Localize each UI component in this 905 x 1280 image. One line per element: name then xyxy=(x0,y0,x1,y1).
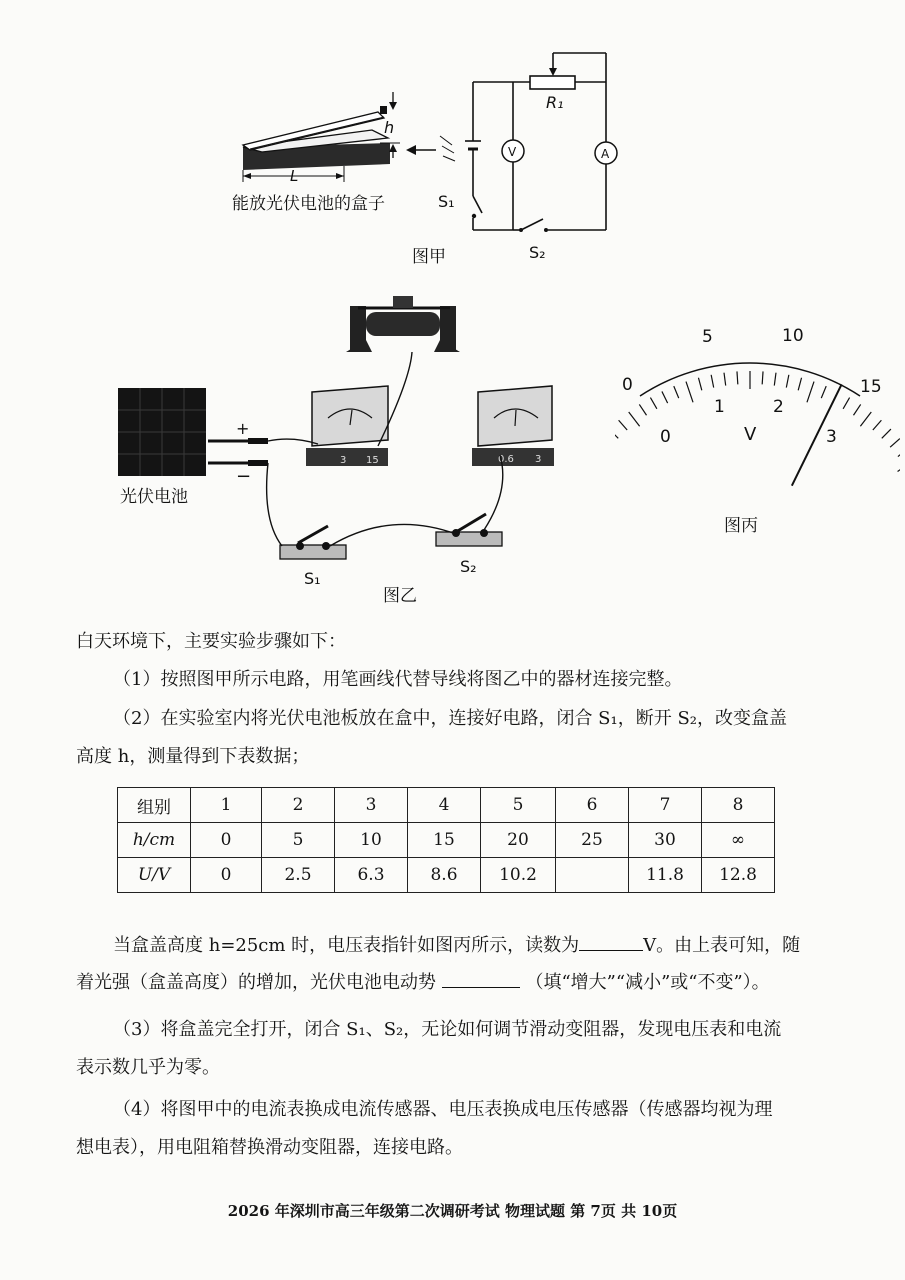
table-cell: 1 xyxy=(191,788,262,823)
table-cell: 4 xyxy=(408,788,481,823)
table-cell: 2 xyxy=(262,788,335,823)
pv-label: 光伏电池 xyxy=(120,487,188,507)
answer-blank-reading[interactable] xyxy=(579,932,643,951)
step-4-line-1: （4）将图甲中的电流表换成电流传感器、电压表换成电压传感器（传感器均视为理 xyxy=(113,1099,773,1120)
table-cell: 15 xyxy=(408,823,481,858)
caption-bing: 图丙 xyxy=(724,516,758,536)
dial-tick xyxy=(686,382,693,403)
upper-tick-10: 10 xyxy=(782,326,804,346)
lower-tick-0: 0 xyxy=(660,427,671,447)
light-arrow xyxy=(406,136,455,161)
question-text-a: 当盒盖高度 h=25cm 时，电压表指针如图丙所示，读数为 xyxy=(113,935,580,956)
s2-label: S₂ xyxy=(529,243,546,262)
dial-tick xyxy=(698,378,701,391)
step-2-line-2: 高度 h，测量得到下表数据； xyxy=(76,746,310,767)
table-cell: 8.6 xyxy=(408,858,481,893)
figure-bing xyxy=(615,290,900,550)
r1-label: R₁ xyxy=(546,93,564,112)
dial-tick xyxy=(674,386,679,398)
table-cell: 5 xyxy=(262,823,335,858)
dial-tick xyxy=(843,398,849,409)
dial-tick xyxy=(898,449,900,457)
answer-blank-emf[interactable] xyxy=(442,969,520,988)
voltmeter-device xyxy=(306,386,388,466)
ammeter-letter: A xyxy=(601,147,610,161)
step-4-line-2: 想电表），用电阻箱替换滑动变阻器，连接电路。 xyxy=(76,1137,463,1158)
table-row xyxy=(118,858,775,893)
dial-tick xyxy=(898,459,900,471)
table-cell: 10 xyxy=(335,823,408,858)
table-cell: 8 xyxy=(702,788,775,823)
table-cell: 0 xyxy=(191,858,262,893)
table-cell: 3 xyxy=(335,788,408,823)
pv-minus: − xyxy=(236,466,252,487)
intro-text: 白天环境下，主要实验步骤如下： xyxy=(76,631,346,652)
table-cell: 20 xyxy=(481,823,556,858)
step-2-line-1: （2）在实验室内将光伏电池板放在盒中，连接好电路，闭合 S₁，断开 S₂，改变盒盖 xyxy=(113,708,787,729)
s2-label-yi: S₂ xyxy=(460,557,477,576)
table-cell: U/V xyxy=(118,858,191,893)
dial-tick xyxy=(860,412,871,426)
pv-leads xyxy=(208,441,252,463)
dial-tick xyxy=(662,391,668,403)
table-cell: 30 xyxy=(629,823,702,858)
lower-tick-3: 3 xyxy=(826,427,837,447)
dial-tick xyxy=(619,420,628,430)
upper-tick-5: 5 xyxy=(702,327,713,347)
table-cell: 5 xyxy=(481,788,556,823)
table-cell: h/cm xyxy=(118,823,191,858)
table-cell: 7 xyxy=(629,788,702,823)
dial-tick xyxy=(650,398,656,409)
table-cell: 25 xyxy=(556,823,629,858)
dial-tick xyxy=(711,375,714,388)
upper-tick-0: 0 xyxy=(622,375,633,395)
step-1: （1）按照图甲所示电路，用笔画线代替导线将图乙中的器材连接完整。 xyxy=(113,669,683,690)
question-text-c: 着光强（盒盖高度）的增加，光伏电池电动势 xyxy=(76,972,436,993)
upper-tick-15: 15 xyxy=(860,377,882,397)
lower-tick-1: 1 xyxy=(714,397,725,417)
figure-yi xyxy=(0,280,600,610)
a-term: 0.6 xyxy=(498,454,514,465)
step-3-line-1: （3）将盒盖完全打开，闭合 S₁、S₂，无论如何调节滑动变阻器，发现电压表和电流 xyxy=(113,1019,782,1040)
dial-unit: V xyxy=(744,424,757,445)
label-L: L xyxy=(290,167,299,185)
dial-tick xyxy=(774,373,776,386)
pv-box xyxy=(243,106,390,170)
dial-tick xyxy=(762,371,763,384)
s1-label: S₁ xyxy=(438,192,455,211)
circuit-jia xyxy=(465,53,606,230)
table-row xyxy=(118,788,775,823)
dial-tick xyxy=(798,378,801,391)
dial-tick xyxy=(890,439,900,448)
ammeter-device xyxy=(472,386,554,466)
caption-jia: 图甲 xyxy=(412,247,446,267)
table-cell: 0 xyxy=(191,823,262,858)
page-footer: 2026 年深圳市高三年级第二次调研考试 物理试题 第 7页 共 10页 xyxy=(227,1202,678,1220)
box-caption: 能放光伏电池的盒子 xyxy=(232,194,385,214)
dial-tick xyxy=(873,420,882,430)
table-cell xyxy=(556,858,629,893)
dial-tick xyxy=(853,404,860,415)
table-cell: ∞ xyxy=(702,823,775,858)
dial-tick xyxy=(724,373,726,386)
a-term2: 3 xyxy=(535,454,542,465)
dial-tick xyxy=(807,382,814,403)
dial-tick xyxy=(737,371,738,384)
table-cell: 6 xyxy=(556,788,629,823)
dial-tick xyxy=(629,412,640,426)
label-h: h xyxy=(384,118,395,137)
question-line-2 xyxy=(76,969,770,997)
caption-yi: 图乙 xyxy=(383,586,417,606)
question-text-b: V。由上表可知，随 xyxy=(643,935,801,956)
table-cell: 10.2 xyxy=(481,858,556,893)
figure-jia xyxy=(0,0,905,275)
table-cell: 2.5 xyxy=(262,858,335,893)
v-term: 3 xyxy=(340,455,347,466)
step-3-line-2: 表示数几乎为零。 xyxy=(76,1057,220,1078)
v-term2: 15 xyxy=(366,455,379,466)
dial-tick xyxy=(615,429,618,438)
lower-tick-2: 2 xyxy=(773,397,784,417)
table-row xyxy=(118,823,775,858)
table-cell: 组别 xyxy=(118,788,191,823)
pv-plus: + xyxy=(236,419,250,438)
table-cell: 12.8 xyxy=(702,858,775,893)
data-table xyxy=(117,787,775,893)
voltmeter-letter: V xyxy=(508,145,517,159)
table-cell: 6.3 xyxy=(335,858,408,893)
question-line-1 xyxy=(113,932,800,960)
s1-label-yi: S₁ xyxy=(304,569,321,588)
pv-panel xyxy=(118,388,206,476)
table-cell: 11.8 xyxy=(629,858,702,893)
dial-tick xyxy=(639,404,646,415)
dial-tick xyxy=(821,386,826,398)
question-text-d: （填“增大”“减小”或“不变”）。 xyxy=(525,972,770,993)
rheostat xyxy=(346,296,460,352)
dial-tick xyxy=(882,429,891,438)
dial-tick xyxy=(786,375,789,388)
